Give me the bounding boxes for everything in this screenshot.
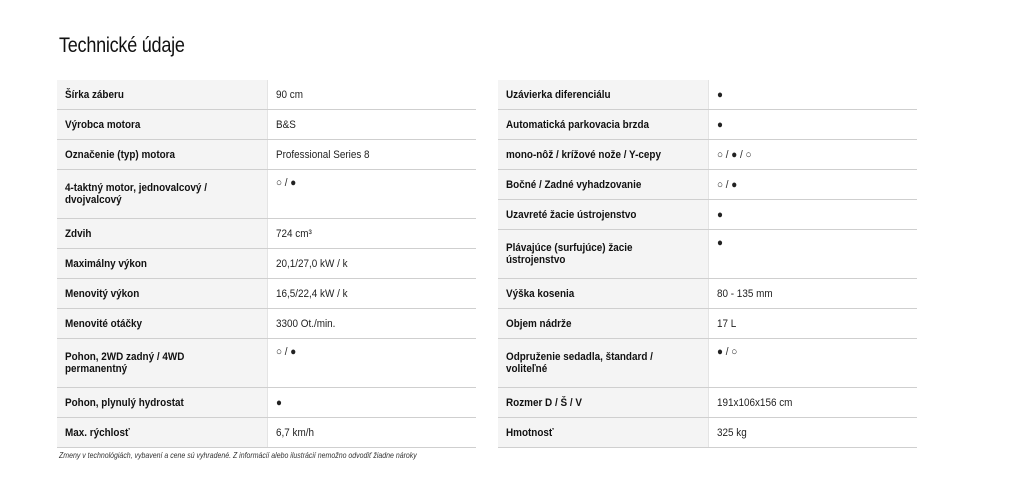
table-row <box>498 309 917 339</box>
table-row <box>57 219 476 249</box>
table-row <box>498 388 917 418</box>
spec-label: Šírka záberu <box>57 80 267 110</box>
table-row <box>498 200 917 230</box>
spec-label: Objem nádrže <box>498 309 708 339</box>
table-row <box>57 388 476 418</box>
spec-value: ● <box>708 80 917 110</box>
spec-value: B&S <box>267 110 476 140</box>
table-row <box>57 170 476 219</box>
spec-value: ● <box>708 200 917 230</box>
table-row <box>498 140 917 170</box>
table-row <box>57 140 476 170</box>
spec-value: ● / ○ <box>708 339 917 388</box>
spec-label: Výška kosenia <box>498 279 708 309</box>
spec-label: Hmotnosť <box>498 418 708 448</box>
spec-label: Automatická parkovacia brzda <box>498 110 708 140</box>
spec-label: Rozmer D / Š / V <box>498 388 708 418</box>
spec-value: 3300 Ot./min. <box>267 309 476 339</box>
spec-value: ● <box>708 110 917 140</box>
disclaimer-footnote: Zmeny v technológiách, vybavení a cene sú vyhradené. Z informácií alebo ilustrácií nemožno odvodiť žiadne nároky <box>59 450 417 460</box>
spec-value: 6,7 km/h <box>267 418 476 448</box>
spec-value: Professional Series 8 <box>267 140 476 170</box>
spec-label: 4-taktný motor, jednovalcový / dvojvalcový <box>57 170 267 219</box>
spec-label: Uzavreté žacie ústrojenstvo <box>498 200 708 230</box>
spec-value: ○ / ● <box>267 339 476 388</box>
table-row <box>57 418 476 448</box>
spec-value: 325 kg <box>708 418 917 448</box>
spec-value: ○ / ● / ○ <box>708 140 917 170</box>
spec-label: Označenie (typ) motora <box>57 140 267 170</box>
table-row <box>498 110 917 140</box>
spec-label: Pohon, 2WD zadný / 4WD permanentný <box>57 339 267 388</box>
table-row <box>498 170 917 200</box>
table-row <box>498 279 917 309</box>
spec-label: Bočné / Zadné vyhadzovanie <box>498 170 708 200</box>
spec-value: 724 cm³ <box>267 219 476 249</box>
table-row <box>57 279 476 309</box>
spec-label: Pohon, plynulý hydrostat <box>57 388 267 418</box>
spec-value: ○ / ● <box>267 170 476 219</box>
spec-table-right <box>498 80 917 448</box>
table-row <box>498 80 917 110</box>
spec-label: Uzávierka diferenciálu <box>498 80 708 110</box>
table-row <box>498 230 917 279</box>
spec-label: Maximálny výkon <box>57 249 267 279</box>
page-title: Technické údaje <box>59 34 185 57</box>
table-row <box>57 249 476 279</box>
spec-value: 90 cm <box>267 80 476 110</box>
table-row <box>498 339 917 388</box>
spec-value: 80 - 135 mm <box>708 279 917 309</box>
spec-label: Menovité otáčky <box>57 309 267 339</box>
spec-label: Odpruženie sedadla, štandard / voliteľné <box>498 339 708 388</box>
spec-value: 17 L <box>708 309 917 339</box>
spec-table-left <box>57 80 476 448</box>
table-row <box>57 80 476 110</box>
spec-value: 191x106x156 cm <box>708 388 917 418</box>
table-row <box>57 309 476 339</box>
spec-value: ● <box>267 388 476 418</box>
spec-value: 20,1/27,0 kW / k <box>267 249 476 279</box>
spec-label: Max. rýchlosť <box>57 418 267 448</box>
spec-value: ○ / ● <box>708 170 917 200</box>
table-row <box>498 418 917 448</box>
spec-label: Plávajúce (surfujúce) žacie ústrojenstvo <box>498 230 708 279</box>
spec-value: ● <box>708 230 917 279</box>
table-row <box>57 110 476 140</box>
spec-label: Menovitý výkon <box>57 279 267 309</box>
spec-label: Výrobca motora <box>57 110 267 140</box>
spec-label: mono-nôž / krížové nože / Y-cepy <box>498 140 708 170</box>
table-row <box>57 339 476 388</box>
spec-label: Zdvih <box>57 219 267 249</box>
spec-value: 16,5/22,4 kW / k <box>267 279 476 309</box>
